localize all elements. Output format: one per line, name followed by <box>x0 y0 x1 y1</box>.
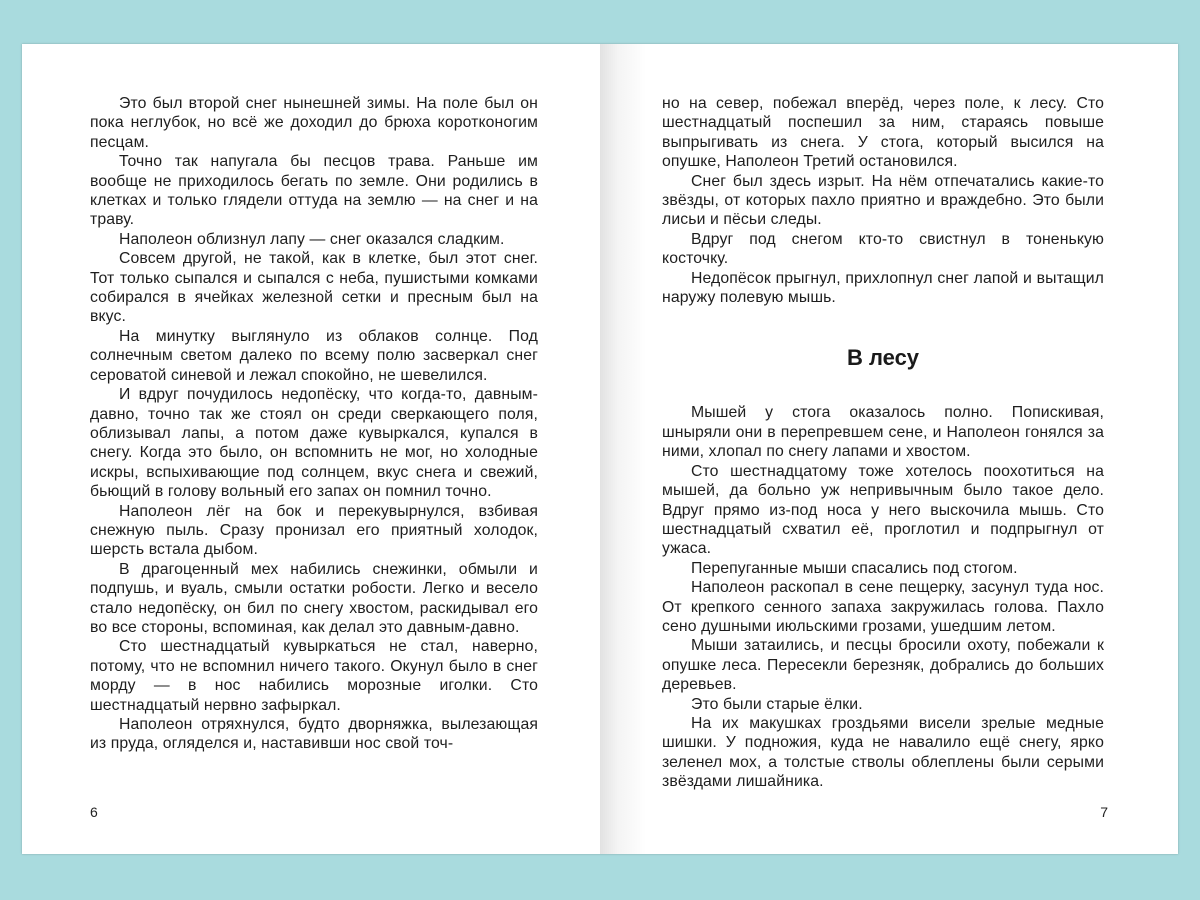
paragraph: На минутку выглянуло из облаков солнце. Под солнечным светом далеко по всему полю засверкал снег сероватой синевой и лежал спокойно, не шевелился. <box>90 327 538 384</box>
page-number: 7 <box>1100 804 1108 820</box>
paragraph: Снег был здесь изрыт. На нём отпечатались какие-то звёзды, от которых пахло приятно и враждебно. Это были лисьи и пёсьи следы. <box>662 172 1104 229</box>
paragraph: В драгоценный мех набились снежинки, обмыли и подпушь, и вуаль, смыли остатки робости. Легко и весело стало недопёску, он бил по снегу хвостом, раскидывал его во все стороны, вспоминая, как делал это давным-давно. <box>90 560 538 636</box>
paragraph: Наполеон отряхнулся, будто дворняжка, вылезающая из пруда, огляделся и, наставивши нос свой точ- <box>90 716 538 753</box>
paragraph: Наполеон лёг на бок и перекувырнулся, взбивая снежную пыль. Сразу пронизал его приятный холодок, шерсть встала дыбом. <box>90 502 538 559</box>
right-page <box>600 44 1178 854</box>
paragraph: но на север, побежал вперёд, через поле, к лесу. Сто шестнадцатый поспешил за ним, стараясь повыше выпрыгивать из снега. У стога, который высился на опушке, Наполеон Третий остановился. <box>662 95 1104 171</box>
left-page <box>22 44 600 854</box>
chapter-title: В лесу <box>846 345 920 371</box>
book-spread <box>22 44 1178 854</box>
paragraph: Мышей у стога оказалось полно. Попискивая, шныряли они в перепревшем сене, и Наполеон гонялся за ними, хлопал по снегу лапами и хвостом. <box>662 404 1104 461</box>
paragraph: Совсем другой, не такой, как в клетке, был этот снег. Тот только сыпался и сыпался с неба, пушистыми комками собирался в ячейках железной сетки и пресным был на вкус. <box>90 250 538 326</box>
paragraph: Это был второй снег нынешней зимы. На поле был он пока неглубок, но всё же доходил до брюха коротконогим песцам. <box>90 95 538 151</box>
paragraph: Вдруг под снегом кто-то свистнул в тоненькую косточку. <box>662 230 1104 268</box>
paragraph: На их макушках гроздьями висели зрелые медные шишки. У подножия, куда не навалило ещё снегу, ярко зеленел мох, а толстые стволы облеплены были серыми звёздами лишайника. <box>662 714 1104 791</box>
paragraph: Мыши затаились, и песцы бросили охоту, побежали к опушке леса. Пересекли березняк, добрались до больших деревьев. <box>662 637 1104 694</box>
paragraph: Наполеон раскопал в сене пещерку, засунул туда нос. От крепкого сенного запаха закружилась голова. Пахло сено душными июльскими грозами, ушедшим летом. <box>662 579 1104 635</box>
paragraph: Точно так напугала бы песцов трава. Раньше им вообще не приходилось бегать по земле. Они родились в клетках и только глядели оттуда на землю — на снег и на траву. <box>90 153 538 229</box>
paragraph: Это были старые ёлки. <box>691 695 863 713</box>
page-number: 6 <box>90 804 98 820</box>
paragraph: И вдруг почудилось недопёску, что когда-то, давным-давно, точно так же стоял он среди сверкающего поля, облизывал лапы, а потом даже кувыркался, купался в снегу. Когда это было, он вспомнить не мог, но холодные искры, вспыхивающие под солнцем, вкус снега и свежий, бьющий в голову вольный его запах он помнил точно. <box>90 386 538 501</box>
paragraph: Недопёсок прыгнул, прихлопнул снег лапой и вытащил наружу полевую мышь. <box>662 269 1104 307</box>
paragraph: Сто шестнадцатому тоже хотелось поохотиться на мышей, да больно уж непривычным было такое дело. Вдруг прямо из-под носа у него выскочила мышь. Сто шестнадцатый схватил её, проглотил и подпрыгнул от ужаса. <box>662 462 1104 558</box>
paragraph: Перепуганные мыши спасались под стогом. <box>691 559 1018 577</box>
paragraph: Наполеон облизнул лапу — снег оказался сладким. <box>119 230 505 248</box>
paragraph: Сто шестнадцатый кувыркаться не стал, наверно, потому, что не вспомнил ничего такого. Окунул было в снег морду — в нос набились морозные иголки. Сто шестнадцатый нервно зафыркал. <box>90 638 538 714</box>
